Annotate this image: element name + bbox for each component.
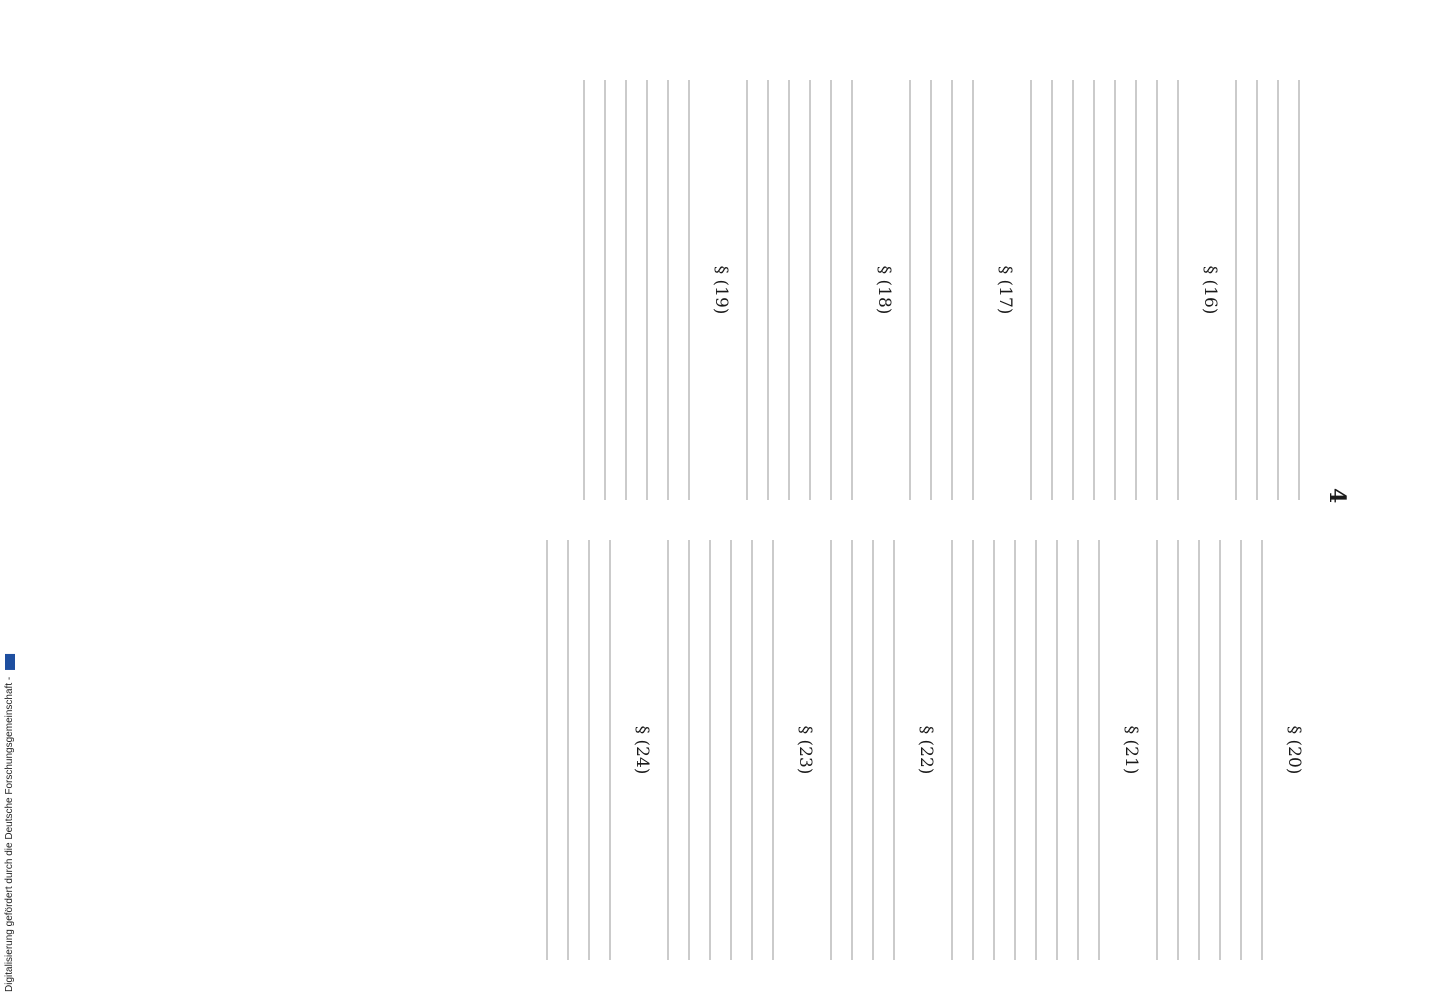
digitization-credit: [4, 654, 15, 992]
dfg-logo-icon: [5, 654, 15, 670]
section-24-text: [541, 540, 625, 960]
section-19-heading: § (19): [711, 265, 731, 315]
section-23-heading: § (23): [795, 725, 815, 775]
section-15-continuation-text: [1230, 80, 1314, 500]
section-20-text: [1151, 540, 1277, 960]
section-16-text: [1025, 80, 1193, 500]
section-21-text: [946, 540, 1114, 960]
section-18-heading: § (18): [874, 265, 894, 315]
section-19-text: [578, 80, 704, 500]
section-17-heading: § (17): [995, 265, 1015, 315]
right-column: [535, 540, 1314, 960]
digitization-credit-text: Digitalisierung gefördert durch die Deutsche Forschungsgemeinschaft -: [4, 676, 15, 992]
section-21-heading: § (21): [1121, 725, 1141, 775]
section-18-text: [741, 80, 867, 500]
section-22-text: [825, 540, 909, 960]
section-22-heading: § (22): [916, 725, 936, 775]
section-17-text: [904, 80, 988, 500]
section-20-heading: § (20): [1284, 725, 1304, 775]
page-number: 4: [1324, 488, 1350, 504]
left-column: [572, 80, 1314, 500]
section-24-heading: § (24): [632, 725, 652, 775]
section-23-text: [662, 540, 788, 960]
section-16-heading: § (16): [1200, 265, 1220, 315]
